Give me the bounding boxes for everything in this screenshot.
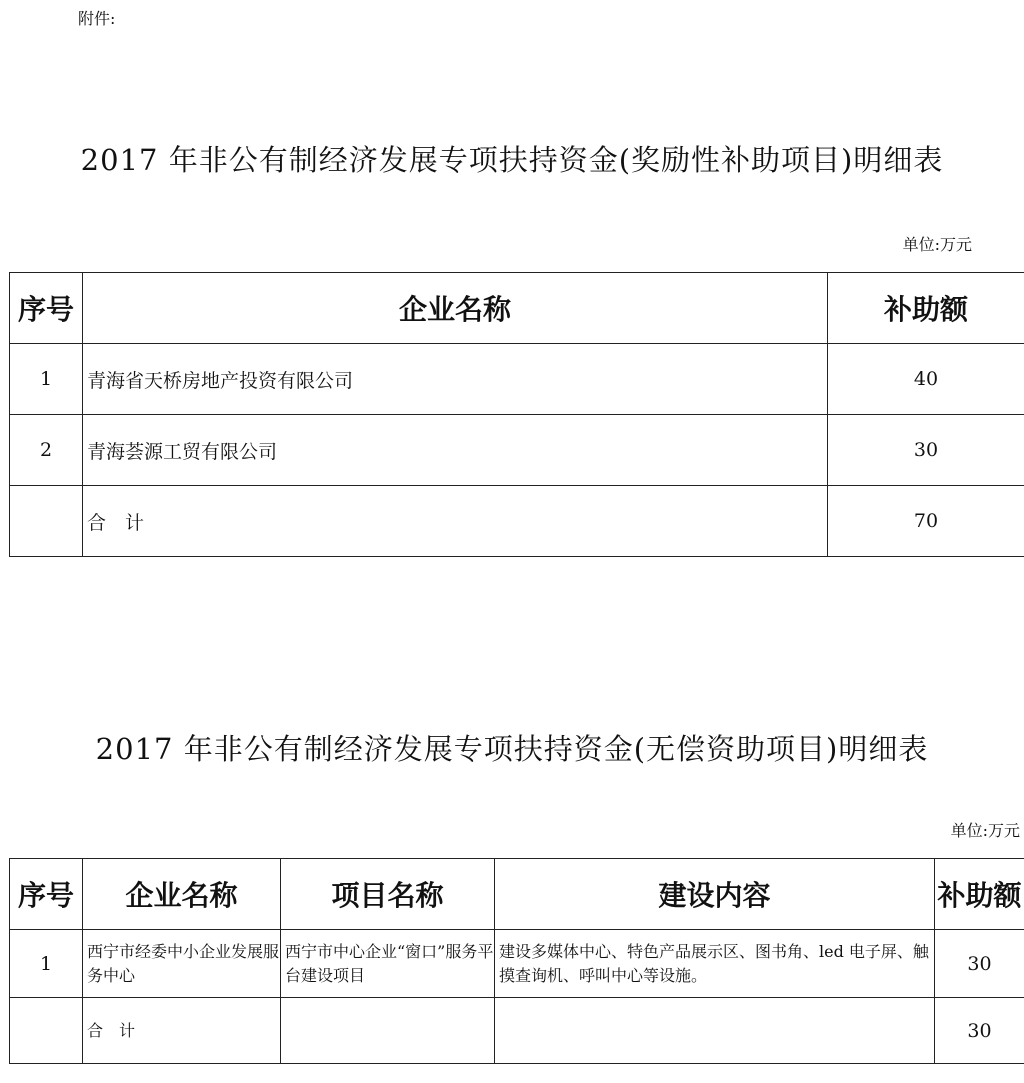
total-amount: 30 <box>935 998 1024 1064</box>
table-row <box>10 344 1024 415</box>
total-project-empty <box>281 998 495 1064</box>
row-amount: 40 <box>828 344 1024 415</box>
row-amount: 30 <box>828 415 1024 486</box>
total-row <box>10 998 1024 1064</box>
total-label: 合 计 <box>83 486 828 557</box>
header-serial: 序号 <box>10 859 83 930</box>
row-serial: 1 <box>10 930 83 998</box>
row-construction-content: 建设多媒体中心、特色产品展示区、图书角、led 电子屏、触摸查询机、呼叫中心等设施。 <box>495 930 935 998</box>
table-row <box>10 415 1024 486</box>
total-serial-empty <box>10 486 83 557</box>
row-company-name: 西宁市经委中小企业发展服务中心 <box>83 930 281 998</box>
total-amount: 70 <box>828 486 1024 557</box>
header-project-name: 项目名称 <box>281 859 495 930</box>
total-row <box>10 486 1024 557</box>
table2-unit: 单位:万元 <box>950 821 1020 840</box>
table1-unit: 单位:万元 <box>902 235 972 254</box>
row-company-name: 青海省天桥房地产投资有限公司 <box>83 344 828 415</box>
row-amount: 30 <box>935 930 1024 998</box>
header-serial: 序号 <box>10 273 83 344</box>
header-amount: 补助额 <box>935 859 1024 930</box>
header-construction-content: 建设内容 <box>495 859 935 930</box>
total-label: 合 计 <box>83 998 281 1064</box>
subsidy-table-reward <box>9 272 1024 557</box>
header-amount: 补助额 <box>828 273 1024 344</box>
total-serial-empty <box>10 998 83 1064</box>
total-content-empty <box>495 998 935 1064</box>
row-project-name: 西宁市中心企业“窗口”服务平台建设项目 <box>281 930 495 998</box>
table-header-row <box>10 859 1024 930</box>
table-header-row <box>10 273 1024 344</box>
header-company-name: 企业名称 <box>83 273 828 344</box>
table-row <box>10 930 1024 998</box>
row-serial: 2 <box>10 415 83 486</box>
row-serial: 1 <box>10 344 83 415</box>
table1-title: 2017 年非公有制经济发展专项扶持资金(奖励性补助项目)明细表 <box>80 143 944 177</box>
attachment-label: 附件: <box>78 9 116 28</box>
table2-title: 2017 年非公有制经济发展专项扶持资金(无偿资助项目)明细表 <box>95 732 929 766</box>
subsidy-table-grant <box>9 858 1024 1064</box>
header-company-name: 企业名称 <box>83 859 281 930</box>
row-company-name: 青海荟源工贸有限公司 <box>83 415 828 486</box>
